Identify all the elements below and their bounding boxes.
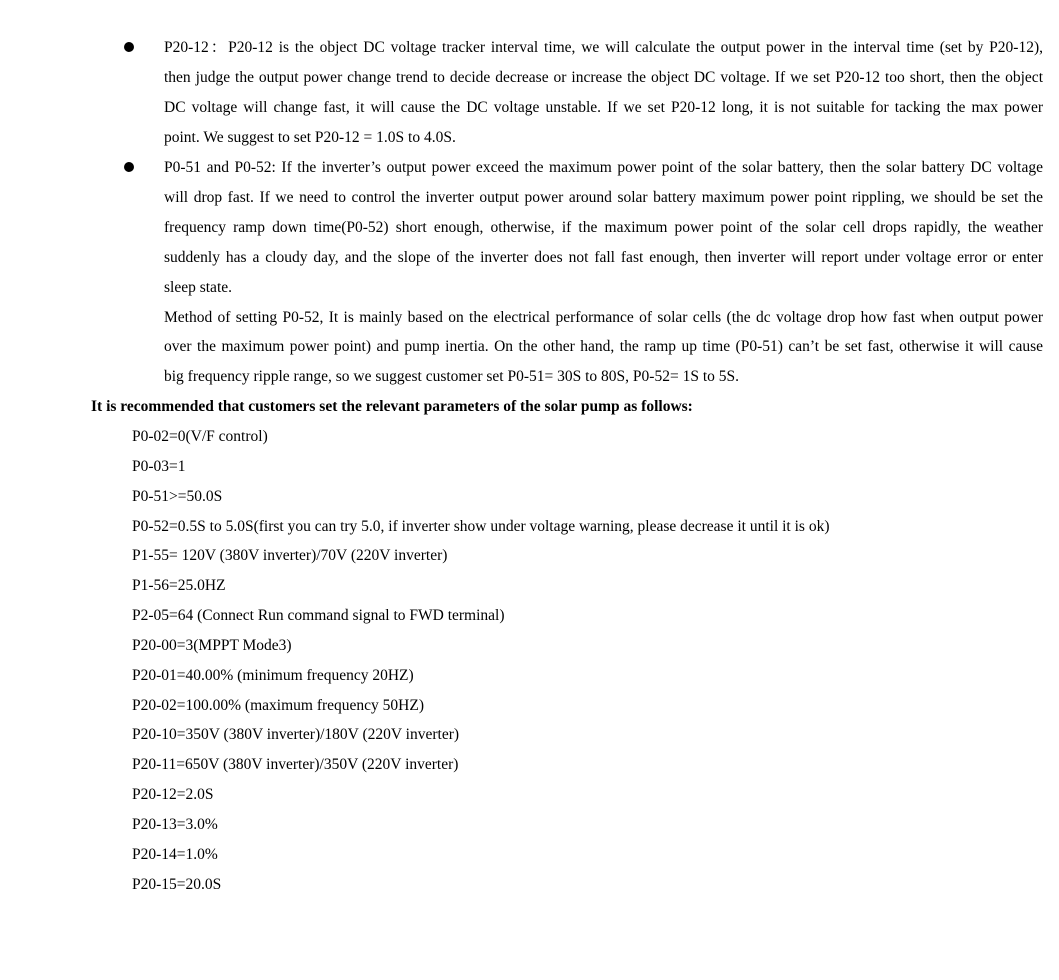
parameter-item: P0-02=0(V/F control): [132, 428, 268, 445]
parameter-item: P20-02=100.00% (maximum frequency 50HZ): [132, 696, 424, 714]
paragraph-line: sleep state.: [164, 278, 233, 296]
parameter-item: P20-12=2.0S: [132, 786, 214, 804]
paragraph-line: P20-12：P20-12 is the object DC voltage tracker interval time, we will calculate the output power in the interval time (set by P20-12),: [164, 39, 1043, 56]
parameter-item: P0-52=0.5S to 5.0S(first you can try 5.0, if inverter show under voltage warning, please decrease it until it is ok): [132, 517, 830, 535]
method-paragraph-line: over the maximum power point) and pump inertia. On the other hand, the ramp up time (P0-51) can’t be set fast, otherwise it will cause: [164, 338, 1043, 356]
parameter-item: P20-10=350V (380V inverter)/180V (220V inverter): [132, 726, 460, 744]
paragraph-line: suddenly has a cloudy day, and the slope of the inverter does not fall fast enough, then inverter will report under voltage error or enter: [164, 248, 1043, 266]
bullet-paragraph-p20-12: [164, 33, 1043, 153]
parameter-item: P20-14=1.0%: [132, 845, 218, 863]
method-paragraph-line: big frequency ripple range, so we suggest customer set P0-51= 30S to 80S, P0-52= 1S to 5S.: [164, 368, 739, 386]
parameter-item: P2-05=64 (Connect Run command signal to FWD terminal): [132, 607, 505, 625]
paragraph-line: will drop fast. If we need to control the inverter output power around solar battery maximum power point rippling, we should be set the: [164, 188, 1043, 206]
paragraph-line: point. We suggest to set P20-12 = 1.0S to 4.0S.: [164, 128, 456, 146]
bullet-dot: [124, 42, 134, 52]
parameter-item: P0-03=1: [132, 457, 186, 475]
bullet-paragraph-p0-51-p0-52: [164, 153, 1043, 392]
paragraph-line: DC voltage will change fast, it will cause the DC voltage unstable. If we set P20-12 long, it is not suitable for tacking the max power: [164, 98, 1043, 116]
parameter-item: P20-13=3.0%: [132, 815, 218, 833]
parameter-item: P1-56=25.0HZ: [132, 577, 226, 595]
parameter-item: P1-55= 120V (380V inverter)/70V (220V inverter): [132, 547, 448, 565]
parameter-item: P0-51>=50.0S: [132, 487, 223, 505]
paragraph-line: then judge the output power change trend to decide decrease or increase the object DC voltage. If we set P20-12 too short, then the object: [164, 68, 1043, 86]
parameter-item: P20-00=3(MPPT Mode3): [132, 636, 292, 654]
paragraph-line: frequency ramp down time(P0-52) short enough, otherwise, if the maximum power point of the solar cell drops rapidly, the weather: [164, 218, 1043, 236]
paragraph-line: P0-51 and P0-52: If the inverter’s output power exceed the maximum power point of the solar battery, then the solar battery DC voltage: [164, 159, 1043, 176]
parameter-list: [132, 422, 830, 900]
parameter-item: P20-01=40.00% (minimum frequency 20HZ): [132, 666, 414, 684]
method-paragraph-line: Method of setting P0-52, It is mainly based on the electrical performance of solar cells (the dc voltage drop how fast when output power: [164, 308, 1043, 326]
recommendation-heading: It is recommended that customers set the relevant parameters of the solar pump as follows:: [91, 398, 693, 415]
bullet-dot: [124, 162, 134, 172]
parameter-item: P20-11=650V (380V inverter)/350V (220V inverter): [132, 756, 459, 774]
parameter-item: P20-15=20.0S: [132, 875, 222, 893]
